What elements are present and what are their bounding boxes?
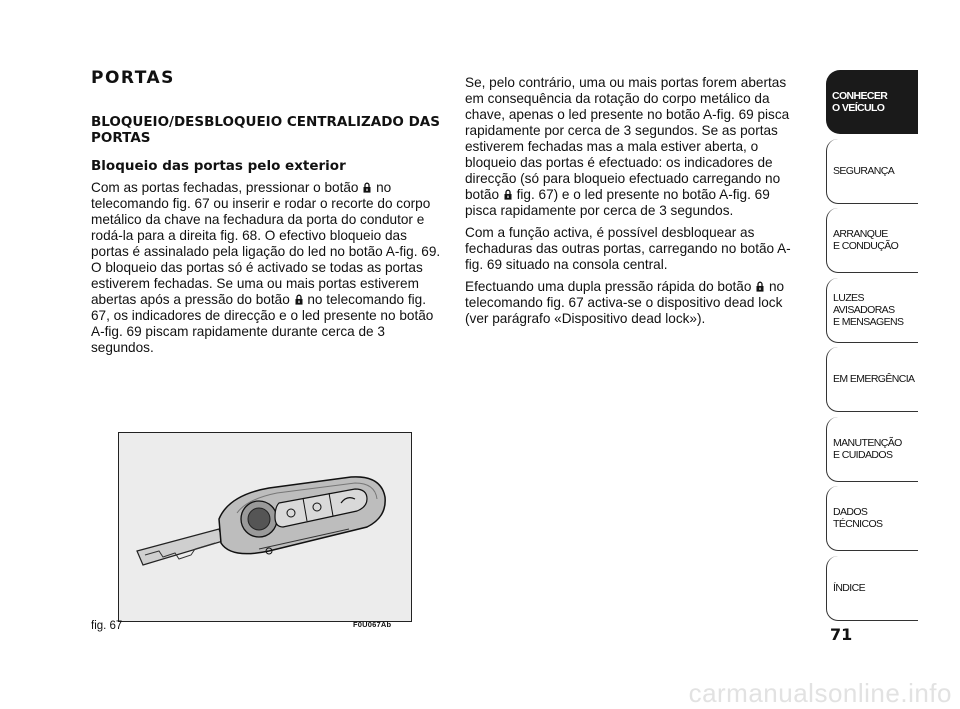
right-paragraph-2: Com a função activa, é possível desbloquear as fechaduras das outras portas, carregando no botão A-fig. 69 situado na consola central.	[465, 225, 791, 272]
sidebar-tab[interactable]	[826, 417, 918, 482]
right-column	[465, 75, 800, 333]
remote-key-illustration	[119, 433, 411, 621]
paragraph-heading: Bloqueio das portas pelo exterior	[91, 158, 346, 174]
sidebar-tab-label: ÍNDICE	[833, 581, 865, 594]
sidebar-tab[interactable]	[826, 278, 918, 343]
page-number: 71	[830, 625, 853, 644]
sidebar-tab-label: MANUTENÇÃO E CUIDADOS	[833, 436, 902, 461]
sidebar-tab-label: CONHECER O VEÍCULO	[832, 90, 888, 114]
sidebar-tab[interactable]	[826, 556, 918, 621]
sidebar-tab[interactable]	[826, 70, 918, 134]
lock-icon	[504, 189, 512, 200]
key-figure	[118, 432, 412, 622]
figure-code: F0U067Ab	[353, 620, 392, 629]
left-paragraph: Com as portas fechadas, pressionar o botão no telecomando fig. 67 ou inserir e rodar o recorte do corpo metálico da chave na fechadura da porta do condutor e rodá-la para a direita fig. 68. O efectivo bloqueio das portas é assinalado pela ligação do led no botão A-fig. 69. O bloqueio das portas só é activado se todas as portas estiverem fechadas. Se uma ou mais portas estiverem abertas após a pressão do botão no telecomando fig. 67, os indicadores de direcção e o led presente no botão A-fig. 69 piscam rapidamente durante cerca de 3 segundos.	[91, 180, 441, 355]
sidebar-tab[interactable]	[826, 139, 918, 204]
sidebar-tab-label: SEGURANÇA	[833, 164, 895, 177]
chapter-sidebar	[826, 70, 918, 625]
sidebar-tab-label: DADOS TÉCNICOS	[833, 506, 883, 530]
left-column	[91, 68, 441, 362]
section-subtitle: BLOQUEIO/DESBLOQUEIO CENTRALIZADO DAS PORTAS	[91, 114, 440, 146]
sidebar-tab[interactable]	[826, 347, 918, 412]
right-paragraph-3: Efectuando uma dupla pressão rápida do botão no telecomando fig. 67 activa-se o dispositivo dead lock (ver parágrafo «Dispositivo dead lock»).	[465, 279, 785, 326]
lock-icon	[756, 281, 764, 292]
sidebar-tab[interactable]	[826, 208, 918, 273]
watermark: carmanualsonline.info	[688, 678, 952, 708]
figure-caption: fig. 67	[91, 620, 123, 632]
lock-icon	[363, 182, 371, 193]
sidebar-tab-label: EM EMERGÊNCIA	[833, 373, 915, 385]
sidebar-tab-label: ARRANQUE E CONDUÇÃO	[833, 228, 899, 252]
section-title: PORTAS	[91, 68, 175, 88]
lock-icon	[295, 294, 303, 305]
sidebar-tab[interactable]	[826, 486, 918, 551]
right-paragraph-1: Se, pelo contrário, uma ou mais portas forem abertas em consequência da rotação do corpo metálico da chave, apenas o led presente no botão A-fig. 69 pisca rapidamente por cerca de 3 segundos. Se as portas estiverem fechadas mas a mala estiver aberta, o bloqueio das portas é efectuado: os indicadores de direcção (só para bloqueio efectuado carregando no botão fig. 67) e o led presente no botão A-fig. 69 pisca rapidamente por cerca de 3 segundos.	[465, 75, 790, 218]
sidebar-tab-label: LUZES AVISADORAS E MENSAGENS	[833, 291, 904, 328]
